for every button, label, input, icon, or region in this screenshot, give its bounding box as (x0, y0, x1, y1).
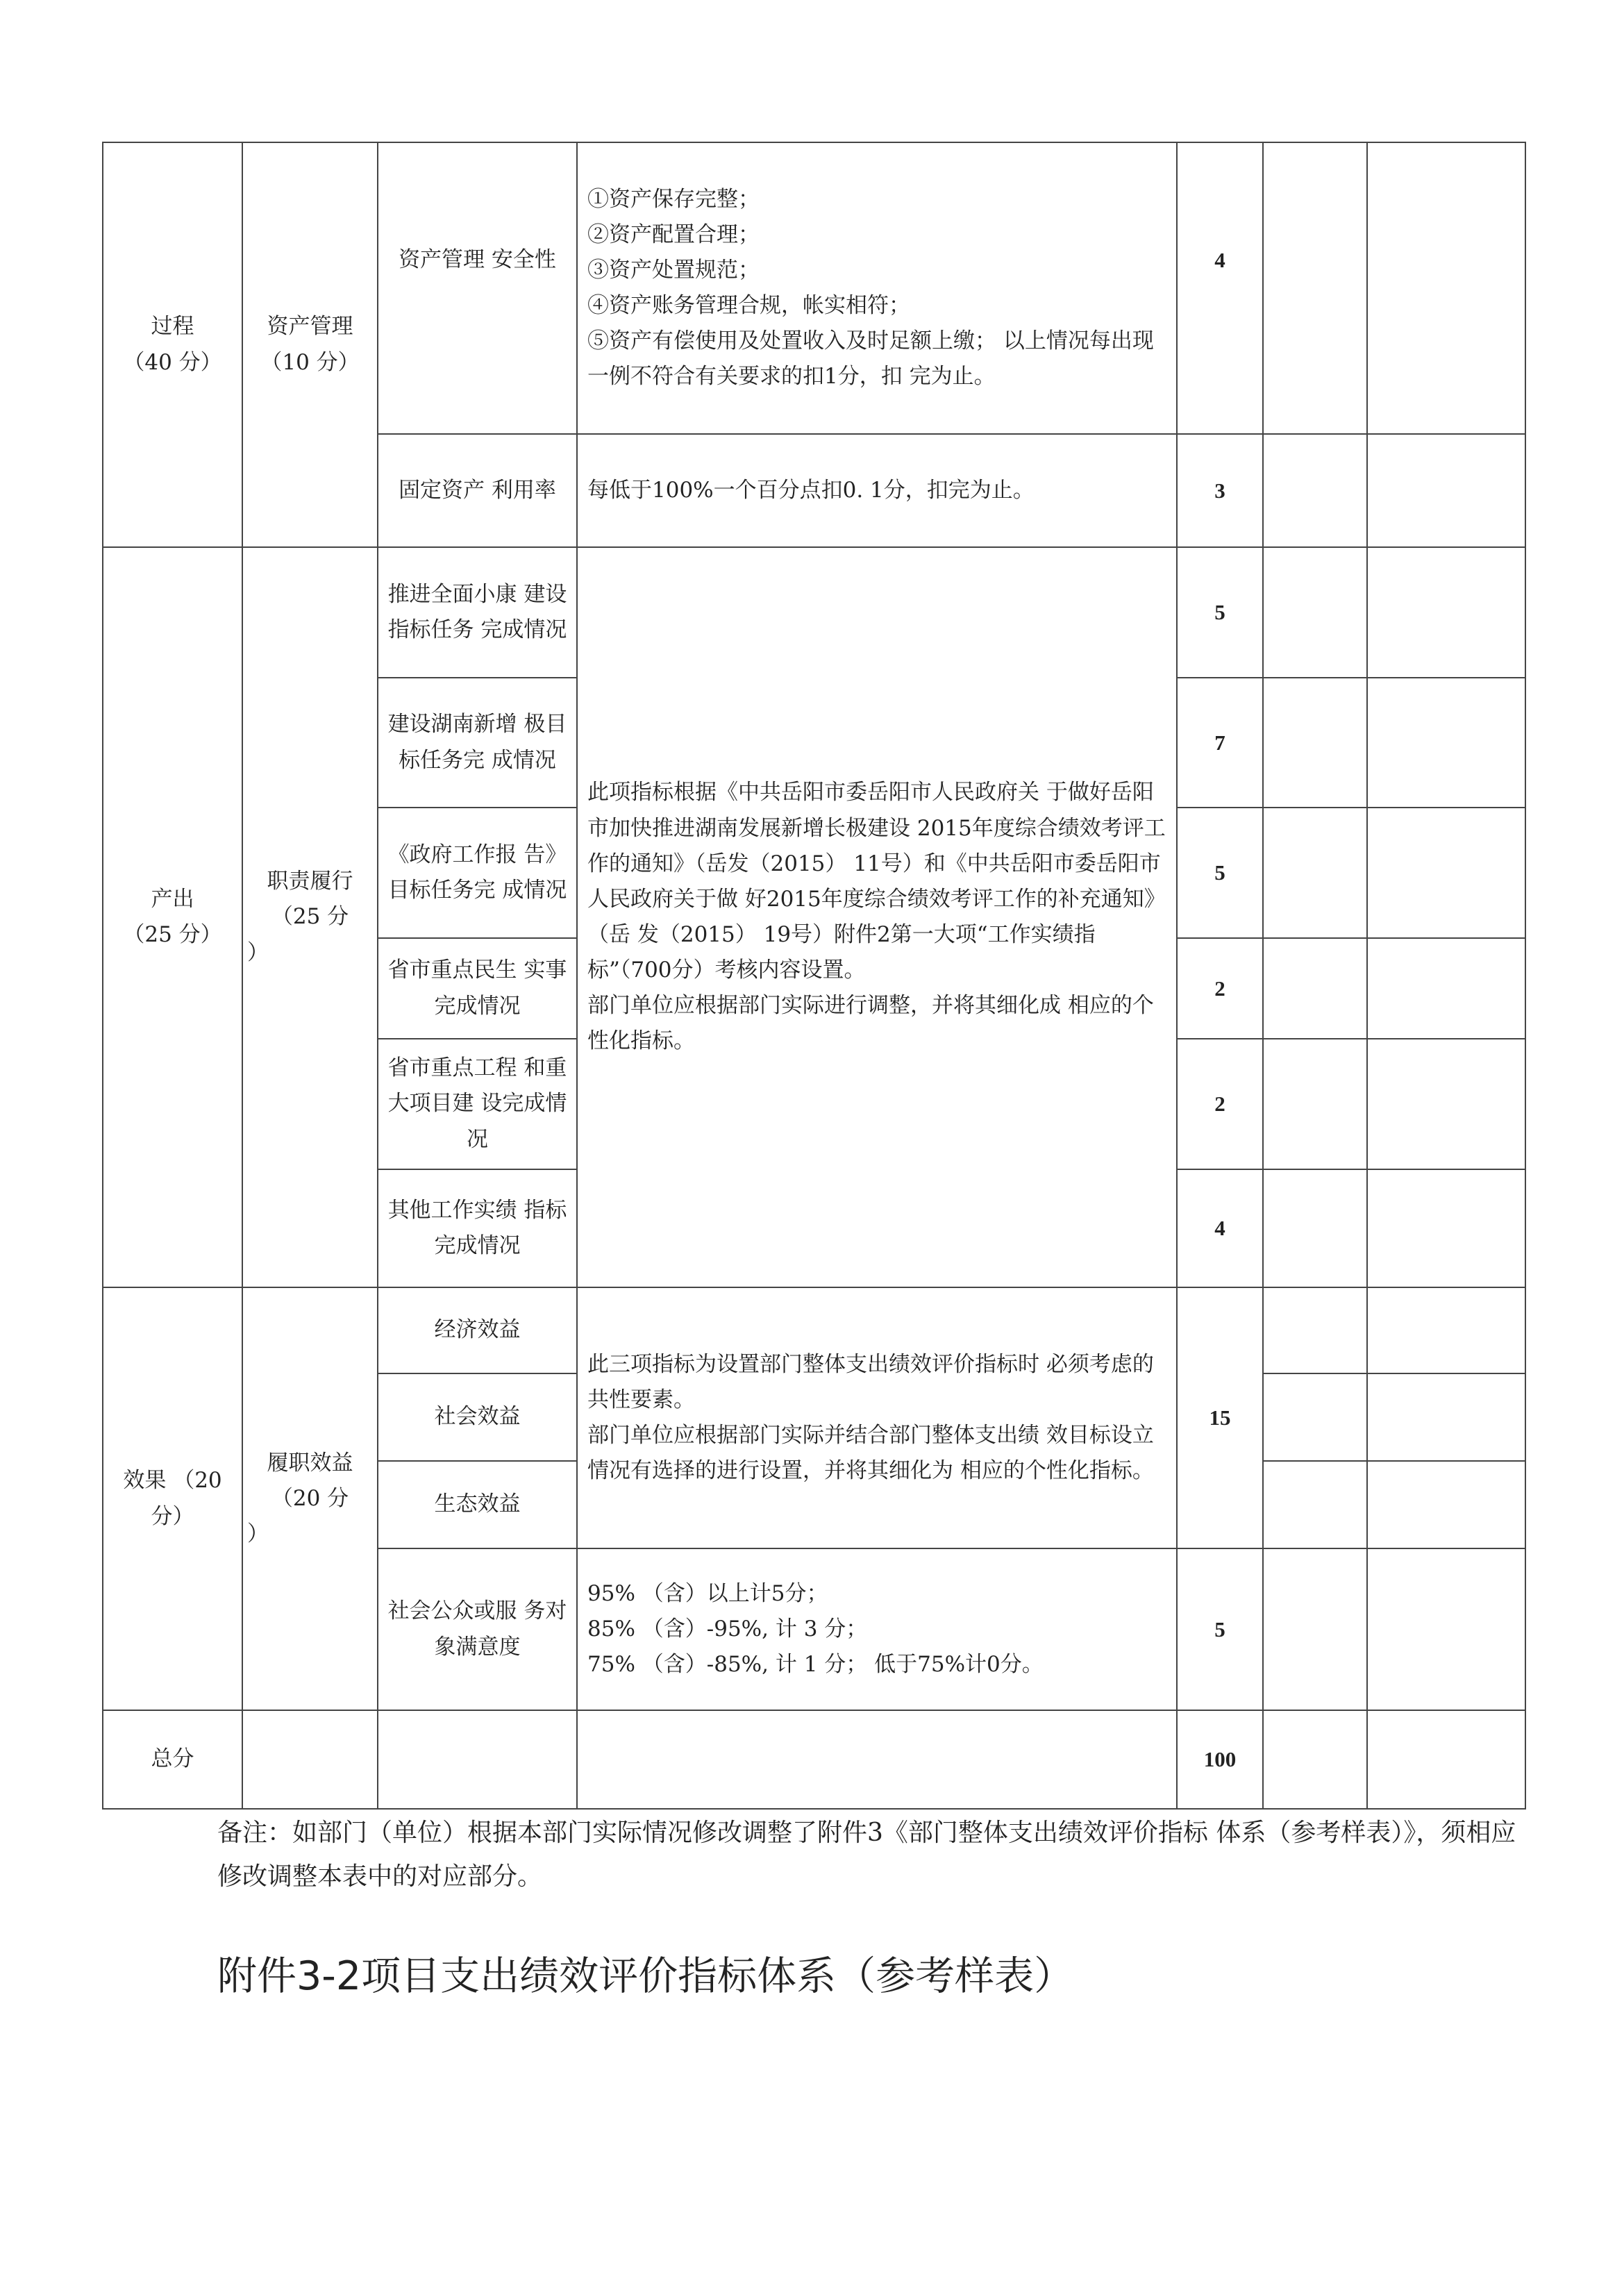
blank-cell (1367, 142, 1525, 434)
criteria-output: 此项指标根据《中共岳阳市委岳阳市人民政府关 于做好岳阳市加快推进湖南发展新增长极建设 2015年度综合绩效考评工作的通知》（岳发（2015） 11号）和《中共岳阳市委岳阳市人民政府关于做 好2015年度综合绩效考评工作的补充通知》（岳 发（2015） 19号）附件2第一大项“工作实绩指标”（700分）考核内容设置。 部门单位应根据部门实际进行调整，并将其细化成 相应的个性化指标。 (577, 547, 1177, 1287)
score-output-5: 2 (1177, 1039, 1263, 1169)
category-output: 产出 （25 分） (103, 547, 242, 1287)
indicator-fixed-asset: 固定资产 利用率 (378, 434, 577, 547)
blank-cell (1367, 1169, 1525, 1287)
indicator-output-4: 省市重点民生 实事完成情况 (378, 938, 577, 1039)
total-label: 总分 (103, 1710, 242, 1809)
criteria-fixed-asset: 每低于100%一个百分点扣0. 1分，扣完为止。 (577, 434, 1177, 547)
row-total (103, 1710, 1525, 1809)
blank-cell (1367, 1710, 1525, 1809)
blank-cell (1263, 1548, 1367, 1710)
category-process: 过程 （40 分） (103, 142, 242, 547)
blank-cell (1263, 1039, 1367, 1169)
score-output-2: 7 (1177, 678, 1263, 808)
criteria-asset-security: ①资产保存完整； ②资产配置合理； ③资产处置规范； ④资产账务管理合规，帐实相符； ⑤资产有偿使用及处置收入及时足额上缴； 以上情况每出现一例不符合有关要求的扣1分，扣 完为止。 (577, 142, 1177, 434)
blank-cell (1367, 1039, 1525, 1169)
blank-cell (1367, 434, 1525, 547)
blank-cell (1367, 678, 1525, 808)
blank-cell (1263, 1287, 1367, 1373)
subcategory-duty-performance: 职责履行 （25 分 ） (242, 547, 378, 1287)
blank-cell (1263, 678, 1367, 808)
row-economic-benefit (103, 1287, 1525, 1373)
blank-cell (1367, 547, 1525, 678)
blank-cell (378, 1710, 577, 1809)
blank-cell (1263, 1373, 1367, 1461)
blank-cell (1263, 938, 1367, 1039)
blank-cell (1367, 938, 1525, 1039)
score-output-4: 2 (1177, 938, 1263, 1039)
blank-cell (242, 1710, 378, 1809)
indicator-output-2: 建设湖南新增 极目标任务完 成情况 (378, 678, 577, 808)
evaluation-table (102, 142, 1526, 1810)
row-output-1 (103, 547, 1525, 678)
indicator-output-1: 推进全面小康 建设指标任务 完成情况 (378, 547, 577, 678)
score-output-3: 5 (1177, 808, 1263, 938)
score-output-1: 5 (1177, 547, 1263, 678)
section-heading: 附件3-2项目支出绩效评价指标体系（参考样表） (217, 1953, 1074, 1999)
blank-cell (1367, 1461, 1525, 1548)
score-output-6: 4 (1177, 1169, 1263, 1287)
remark-note: 备注：如部门（单位）根据本部门实际情况修改调整了附件3《部门整体支出绩效评价指标 体系（参考样表）》，须相应修改调整本表中的对应部分。 (217, 1819, 1516, 1891)
score-fixed-asset: 3 (1177, 434, 1263, 547)
indicator-satisfaction: 社会公众或服 务对象满意度 (378, 1548, 577, 1710)
criteria-benefits: 此三项指标为设置部门整体支出绩效评价指标时 必须考虑的共性要素。 部门单位应根据部门实际并结合部门整体支出绩 效目标设立情况有选择的进行设置，并将其细化为 相应的个性化指标。 (577, 1287, 1177, 1548)
total-score: 100 (1177, 1710, 1263, 1809)
row-asset-security (103, 142, 1525, 434)
indicator-economic-benefit: 经济效益 (378, 1287, 577, 1373)
category-effect: 效果 （20 分） (103, 1287, 242, 1710)
indicator-social-benefit: 社会效益 (378, 1373, 577, 1461)
blank-cell (1263, 547, 1367, 678)
blank-cell (1367, 808, 1525, 938)
indicator-asset-security: 资产管理 安全性 (378, 142, 577, 434)
subcategory-performance-benefit: 履职效益 （20 分 ） (242, 1287, 378, 1710)
blank-cell (1263, 142, 1367, 434)
score-satisfaction: 5 (1177, 1548, 1263, 1710)
blank-cell (577, 1710, 1177, 1809)
subcategory-asset-management: 资产管理 （10 分） (242, 142, 378, 547)
blank-cell (1367, 1287, 1525, 1373)
criteria-satisfaction: 95% （含）以上计5分； 85% （含）-95%, 计 3 分； 75% （含）-85%, 计 1 分； 低于75%计0分。 (577, 1548, 1177, 1710)
indicator-output-5: 省市重点工程 和重大项目建 设完成情况 (378, 1039, 577, 1169)
blank-cell (1263, 434, 1367, 547)
blank-cell (1263, 1710, 1367, 1809)
blank-cell (1263, 1169, 1367, 1287)
indicator-output-6: 其他工作实绩 指标完成情况 (378, 1169, 577, 1287)
blank-cell (1263, 808, 1367, 938)
blank-cell (1263, 1461, 1367, 1548)
score-benefits: 15 (1177, 1287, 1263, 1548)
indicator-output-3: 《政府工作报 告》目标任务完 成情况 (378, 808, 577, 938)
indicator-ecological-benefit: 生态效益 (378, 1461, 577, 1548)
blank-cell (1367, 1548, 1525, 1710)
blank-cell (1367, 1373, 1525, 1461)
score-asset-security: 4 (1177, 142, 1263, 434)
